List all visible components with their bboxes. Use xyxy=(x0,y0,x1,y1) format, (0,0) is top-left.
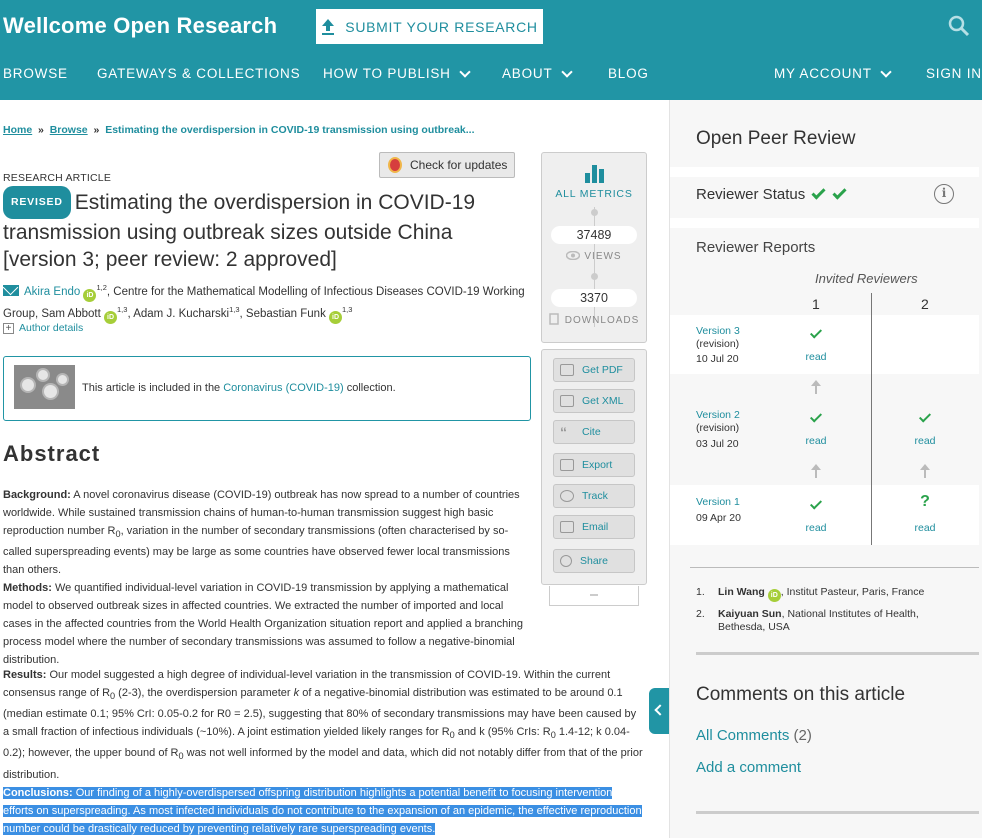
version-link[interactable]: Version 1 xyxy=(696,496,740,508)
breadcrumb: Home » Browse » Estimating the overdispersion in COVID-19 transmission using outbreak... xyxy=(3,124,475,136)
approved-check-icon xyxy=(919,410,931,422)
submit-research-button[interactable] xyxy=(316,9,543,44)
export-button[interactable]: Export xyxy=(553,453,635,477)
track-button[interactable]: Track xyxy=(553,484,635,508)
downloads-count: 3370 xyxy=(551,289,637,307)
orcid-icon[interactable]: iD xyxy=(329,311,342,324)
reviewer-item: 1. Lin Wang iD , Institut Pasteur, Paris, France xyxy=(696,586,966,602)
author-list: Akira Endo iD$^{1,2}$, Centre for the Mathematical Modelling of Infectious Diseases COVID-19 Working Group, Sam Abbott iD$^{1,3}$, Adam J. Kucharski$^{1,3}$, Sebastian Funk iD$^{1,3}$ xyxy=(3,280,533,324)
article-type: RESEARCH ARTICLE xyxy=(3,172,112,184)
nav-browse[interactable]: BROWSE xyxy=(3,66,68,81)
share-icon xyxy=(560,555,572,567)
author-details-toggle[interactable]: + Author details xyxy=(3,322,83,334)
collapse-toggle[interactable] xyxy=(549,586,639,606)
peer-review-panel xyxy=(669,100,982,838)
all-comments-link[interactable]: All Comments (2) xyxy=(696,727,812,744)
abstract-results: Results: Our model suggested a high degree of individual-level variation in the transmission of COVID-19. Within the current consensus range of $R_0$ (2-3), the overdispersion parameter k of a negative-binomial distribution was estimated to be around 0.1 (median estimate 0.1; 95% CrI: 0.05-0.2 for R0 = 2.5), suggesting that 80% of secondary transmissions may have been caused by a small fraction of infectious individuals (~10%). A joint estimation yielded likely ranges for $R_0$ and k (95% CrIs: $R_0$ 1.4-12; k 0.04-0.2); however, the upper bound of $R_0$ was not well informed by the model and data, which did not notably differ from that of the prior distribution. Conclusions: Our finding of a highly-overdispersed offspring distribution highlights a potential benefit to focusing intervention efforts on superspreading. As most infected individuals do not contribute to the expansion of an epidemic, the effective reproduction number could be drastically reduced by preventing relatively rare superspreading events. xyxy=(3,669,643,835)
read-report-link[interactable]: read xyxy=(914,522,936,534)
info-icon[interactable]: i xyxy=(934,184,954,204)
approved-check-icon xyxy=(833,185,847,199)
main-nav xyxy=(0,66,982,84)
cite-button[interactable]: “ Cite xyxy=(553,420,635,444)
add-comment-link[interactable]: Add a comment xyxy=(696,759,802,776)
breadcrumb-browse[interactable]: Browse xyxy=(49,124,88,136)
actions-panel xyxy=(541,349,647,585)
chevron-down-icon xyxy=(459,66,470,77)
bar-chart-icon[interactable] xyxy=(585,163,605,183)
abstract-methods: Background: A novel coronavirus disease (COVID-19) outbreak has now spread to a number of countries worldwide. While sustained transmission chains of human-to-human transmission suggest high basic reproduction number $R_0$, variation in the number of secondary transmissions (often characterised by so-called superspreading events) may be large as some countries have observed fewer local transmissions than others. Methods: We quantified individual-level variation in COVID-19 transmission by applying a mathematical model to observed outbreak sizes in affected countries. We extracted the number of imported and local cases in the affected countries from the World Health Organization situation report and applied a branching process model where the number of secondary transmissions was assumed to follow a negative-binomial distribution. xyxy=(3,489,523,667)
collection-text: This article is included in the Coronavirus (COVID-19) collection. xyxy=(82,382,396,394)
site-logo[interactable]: Wellcome Open Research xyxy=(3,13,278,38)
version-row: Version 1 09 Apr 20 read ? read xyxy=(670,485,979,545)
email-button[interactable]: Email xyxy=(553,515,635,539)
abstract-heading: Abstract xyxy=(3,441,101,466)
up-arrow-icon xyxy=(811,380,821,394)
read-report-link[interactable]: read xyxy=(805,522,827,534)
question-mark-icon: ? xyxy=(920,493,930,510)
breadcrumb-home[interactable]: Home xyxy=(3,124,33,136)
version-link[interactable]: Version 2 xyxy=(696,409,740,421)
approved-check-icon xyxy=(810,326,822,338)
submit-research-label: SUBMIT YOUR RESEARCH xyxy=(345,18,538,35)
crossmark-icon xyxy=(388,157,402,173)
views-label: VIEWS xyxy=(542,251,646,262)
approved-check-icon xyxy=(810,410,822,422)
revised-badge: REVISED xyxy=(3,186,71,219)
reviewer-col-2: 2 xyxy=(921,296,929,312)
pdf-icon xyxy=(560,364,574,376)
chevron-down-icon xyxy=(561,66,572,77)
invited-reviewers-label: Invited Reviewers xyxy=(815,271,918,286)
comments-heading: Comments on this article xyxy=(696,684,906,705)
envelope-icon xyxy=(560,521,574,533)
selected-conclusions: Conclusions: Our finding of a highly-overdispersed offspring distribution highlights a potential benefit to focusing intervention efforts on superspreading. As most infected individuals do not contribute to the expansion of an epidemic, the effective reproduction number could be drastically reduced by preventing relatively rare superspreading events. xyxy=(3,786,642,835)
download-icon xyxy=(549,313,559,325)
reviewer-item: 2. Kaiyuan Sun, National Institutes of Health, Bethesda, USA xyxy=(696,608,919,633)
nav-my-account[interactable]: MY ACCOUNT xyxy=(774,66,890,81)
reviewer-col-1: 1 xyxy=(812,296,820,312)
all-metrics-link[interactable]: ALL METRICS xyxy=(555,188,633,200)
views-count: 37489 xyxy=(551,226,637,244)
author-link[interactable]: Akira Endo xyxy=(24,285,81,298)
version-link[interactable]: Version 3 xyxy=(696,325,740,337)
collection-box xyxy=(3,356,531,421)
top-header xyxy=(0,0,982,100)
read-report-link[interactable]: read xyxy=(914,435,936,447)
eye-icon xyxy=(566,251,580,260)
version-row: Version 3 (revision) 10 Jul 20 read xyxy=(670,315,979,374)
open-peer-review-heading: Open Peer Review xyxy=(696,128,856,149)
search-icon[interactable] xyxy=(948,15,970,37)
nav-blog[interactable]: BLOG xyxy=(608,66,649,81)
quote-icon: “ xyxy=(560,424,567,440)
chevron-down-icon xyxy=(880,66,891,77)
nav-gateways[interactable]: GATEWAYS & COLLECTIONS xyxy=(97,66,301,81)
get-pdf-button[interactable]: Get PDF xyxy=(553,358,635,382)
coronavirus-image xyxy=(14,365,75,409)
upload-icon xyxy=(321,19,335,35)
orcid-icon[interactable]: iD xyxy=(83,289,96,302)
metrics-panel xyxy=(541,152,647,343)
nav-about[interactable]: ABOUT xyxy=(502,66,571,81)
read-report-link[interactable]: read xyxy=(805,351,827,363)
clock-icon xyxy=(560,490,574,502)
export-icon xyxy=(560,459,574,471)
get-xml-button[interactable]: Get XML xyxy=(553,389,635,413)
reviewer-status: Reviewer Status xyxy=(696,186,847,203)
xml-icon xyxy=(560,395,574,407)
downloads-label: DOWNLOADS xyxy=(542,313,646,326)
reviewer-list xyxy=(696,586,966,640)
article-title: Estimating the overdispersion in COVID-19 transmission using outbreak sizes outside China [version 3; peer review: 2 approved] xyxy=(3,191,476,271)
reviewer-reports-heading: Reviewer Reports xyxy=(696,239,816,256)
share-button[interactable]: Share xyxy=(553,549,635,573)
article-title-block xyxy=(3,186,523,273)
orcid-icon[interactable]: iD xyxy=(104,311,117,324)
up-arrow-icon xyxy=(920,464,930,478)
approved-check-icon xyxy=(810,497,822,509)
collapse-panel-tab[interactable] xyxy=(649,688,669,734)
check-updates-button[interactable]: Check for updates xyxy=(379,152,515,178)
nav-sign-in[interactable]: SIGN IN xyxy=(926,66,982,81)
orcid-icon[interactable]: iD xyxy=(768,589,781,602)
up-arrow-icon xyxy=(811,464,821,478)
read-report-link[interactable]: read xyxy=(805,435,827,447)
version-row: Version 2 (revision) 03 Jul 20 read read xyxy=(670,400,979,459)
breadcrumb-current[interactable]: Estimating the overdispersion in COVID-19 transmission using outbreak... xyxy=(105,124,475,136)
nav-how-to-publish[interactable]: HOW TO PUBLISH xyxy=(323,66,469,81)
approved-check-icon xyxy=(812,185,826,199)
plus-icon: + xyxy=(3,323,14,334)
collection-link[interactable]: Coronavirus (COVID-19) xyxy=(223,382,344,394)
chevron-left-icon xyxy=(654,704,665,715)
email-icon[interactable] xyxy=(3,285,19,296)
